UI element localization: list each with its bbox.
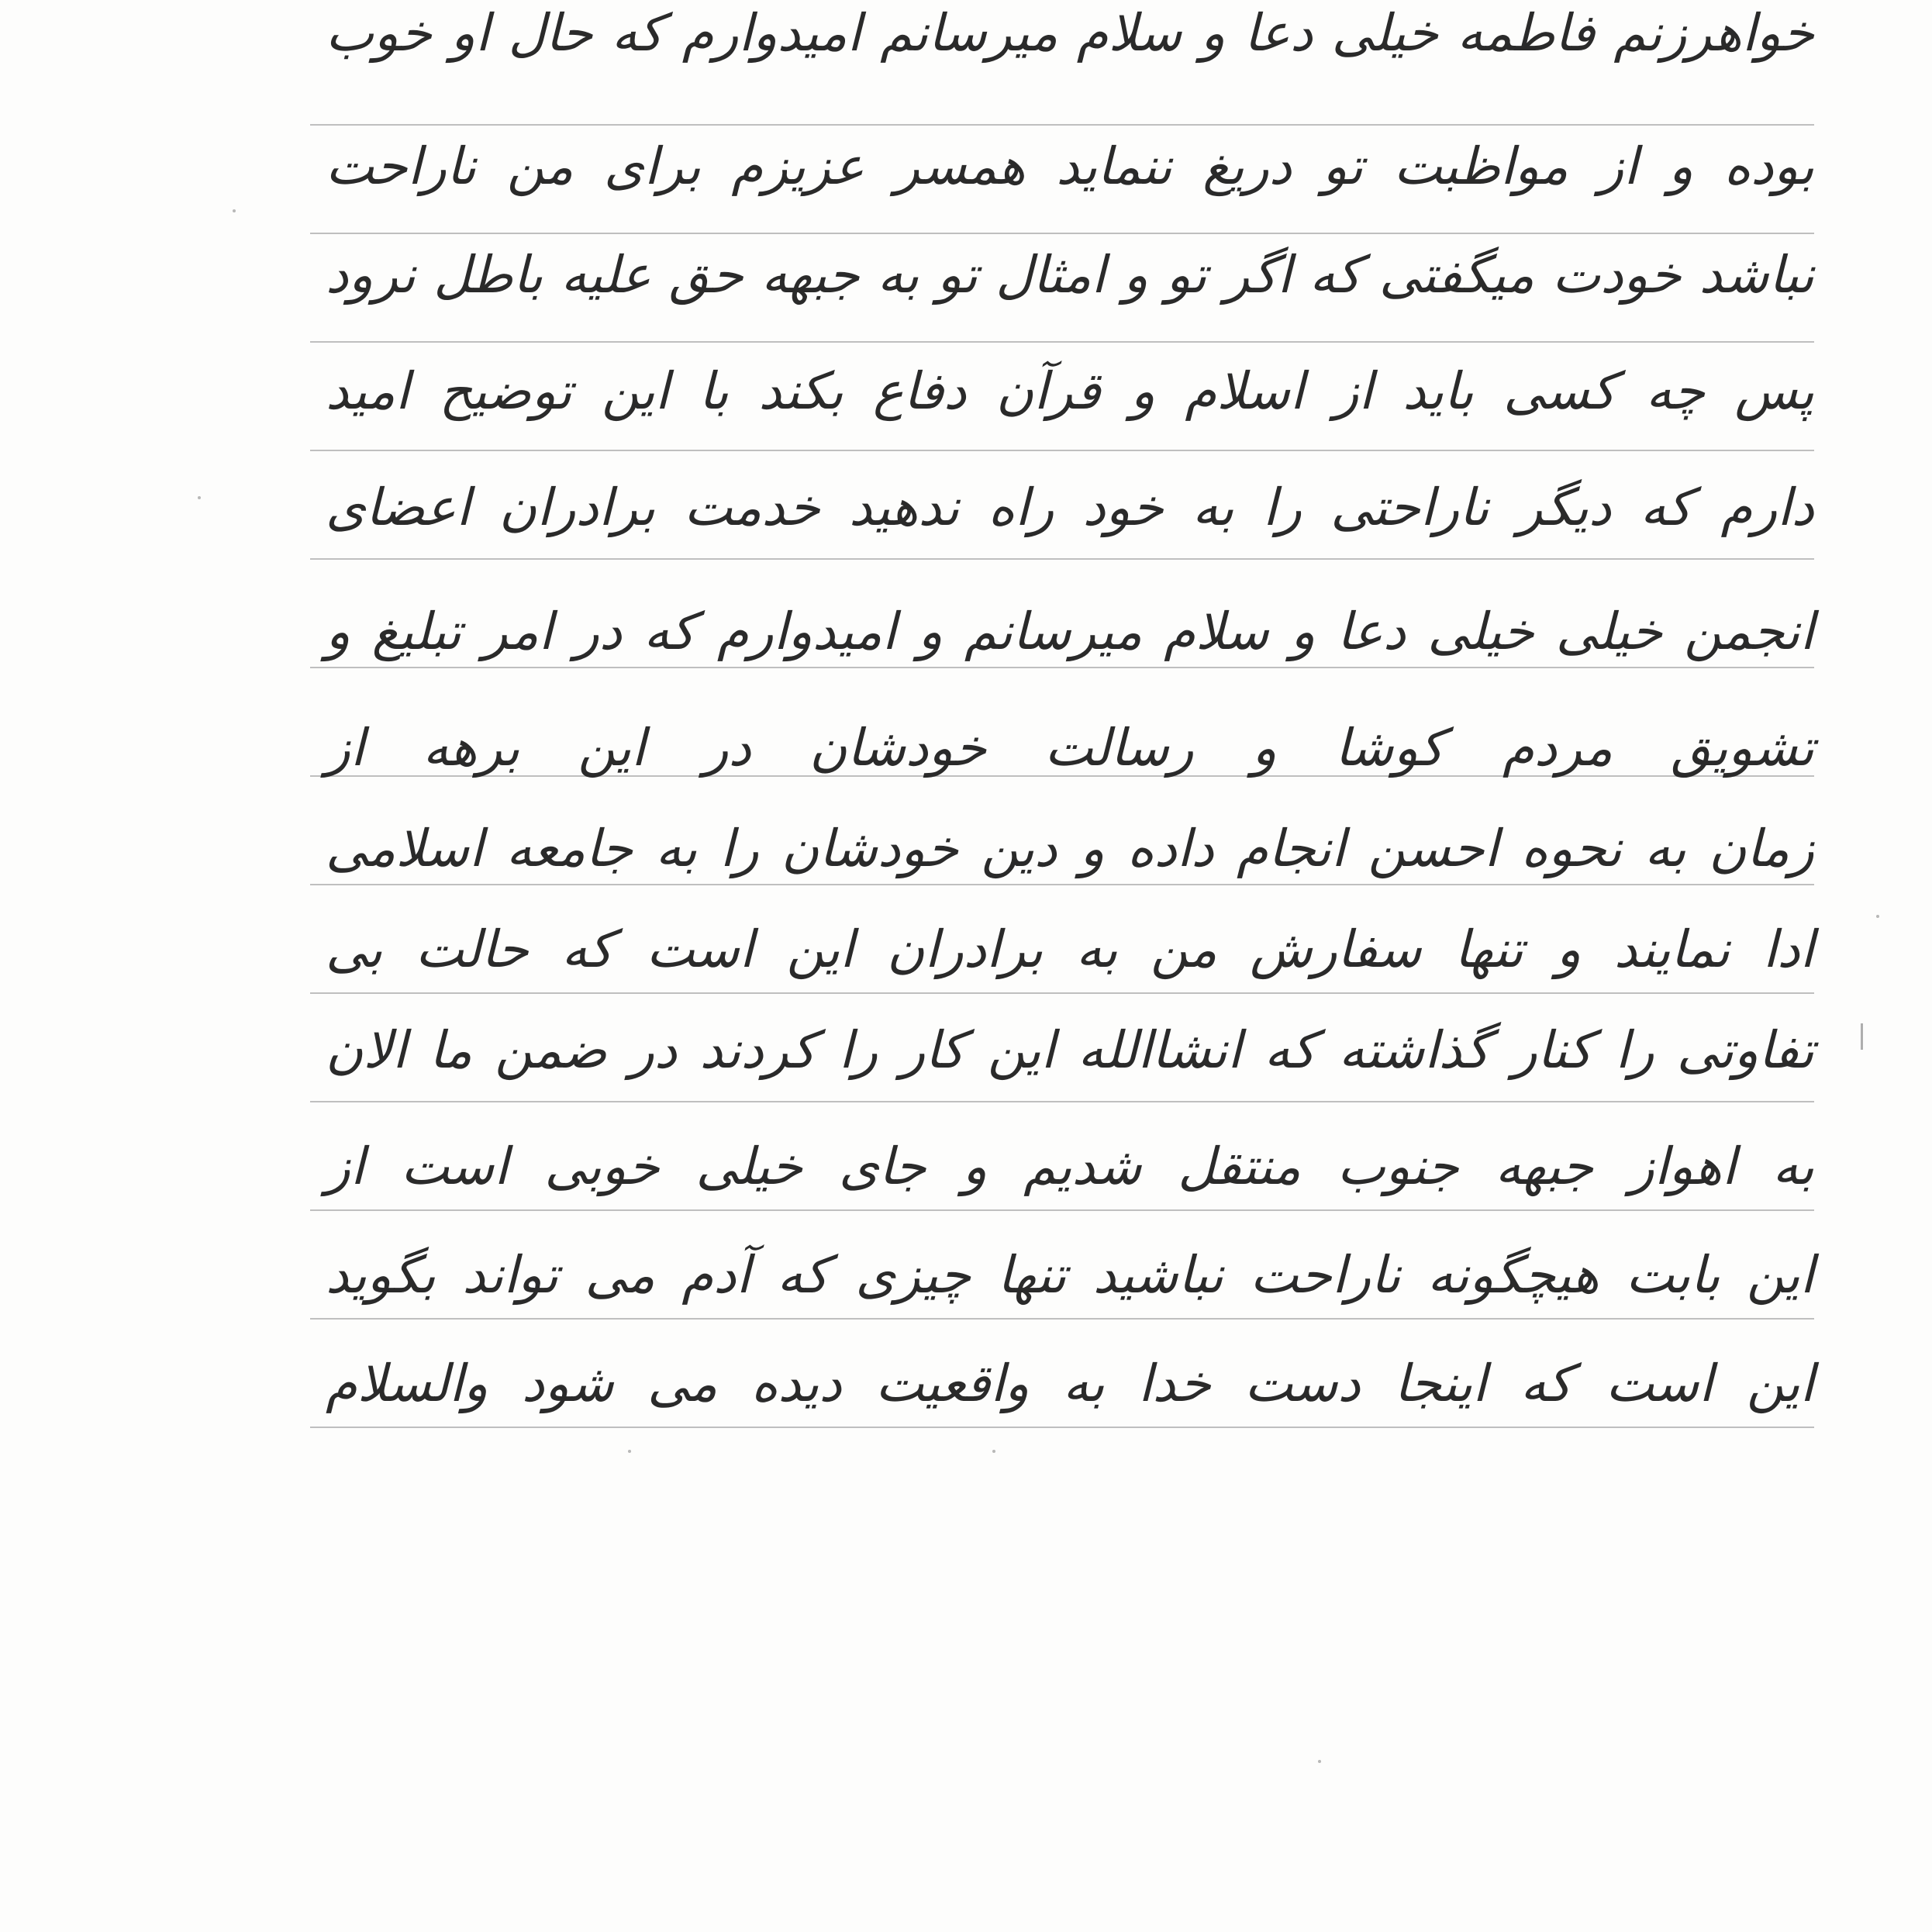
letter-line-12: این بابت هیچگونه ناراحت نباشید تنها چیزی که آدم می تواند بگوید: [326, 1245, 1814, 1305]
letter-line-13: این است که اینجا دست خدا به واقعیت دیده می شود والسلام: [326, 1354, 1814, 1413]
scan-speck: [992, 1450, 995, 1453]
letter-line-10: تفاوتی را کنار گذاشته که انشاالله این کار را کردند در ضمن ما الان: [326, 1020, 1814, 1080]
letter-line-7: تشویق مردم کوشا و رسالت خودشان در این برهه از: [326, 718, 1814, 778]
scan-speck: [1318, 1760, 1321, 1763]
letter-line-6: انجمن خیلی خیلی دعا و سلام میرسانم و امیدوارم که در امر تبلیغ و: [326, 602, 1814, 661]
letter-line-4: پس چه کسی باید از اسلام و قرآن دفاع بکند با این توضیح امید: [326, 361, 1814, 421]
ruled-line: [310, 558, 1814, 560]
scan-speck: [198, 496, 201, 499]
ruled-line: [310, 1101, 1814, 1102]
ruled-line: [310, 450, 1814, 451]
letter-line-8: زمان به نحوه احسن انجام داده و دین خودشان را به جامعه اسلامی: [326, 819, 1814, 878]
letter-line-3: نباشد خودت میگفتی که اگر تو و امثال تو به جبهه حق علیه باطل نرود: [326, 245, 1814, 305]
letter-line-2: بوده و از مواظبت تو دریغ ننماید همسر عزیزم برای من ناراحت: [326, 136, 1814, 196]
scan-speck: [1876, 915, 1879, 918]
letter-line-5: دارم که دیگر ناراحتی را به خود راه ندهید خدمت برادران اعضای: [326, 478, 1814, 537]
scan-edge-mark: [1861, 1023, 1863, 1050]
letter-line-9: ادا نمایند و تنها سفارش من به برادران این است که حالت بی: [326, 919, 1814, 979]
letter-line-1: خواهرزنم فاطمه خیلی دعا و سلام میرسانم امیدوارم که حال او خوب: [326, 3, 1814, 63]
scan-speck: [628, 1450, 631, 1453]
scan-speck: [233, 209, 236, 212]
letter-line-11: به اهواز جبهه جنوب منتقل شدیم و جای خیلی خوبی است از: [326, 1137, 1814, 1196]
